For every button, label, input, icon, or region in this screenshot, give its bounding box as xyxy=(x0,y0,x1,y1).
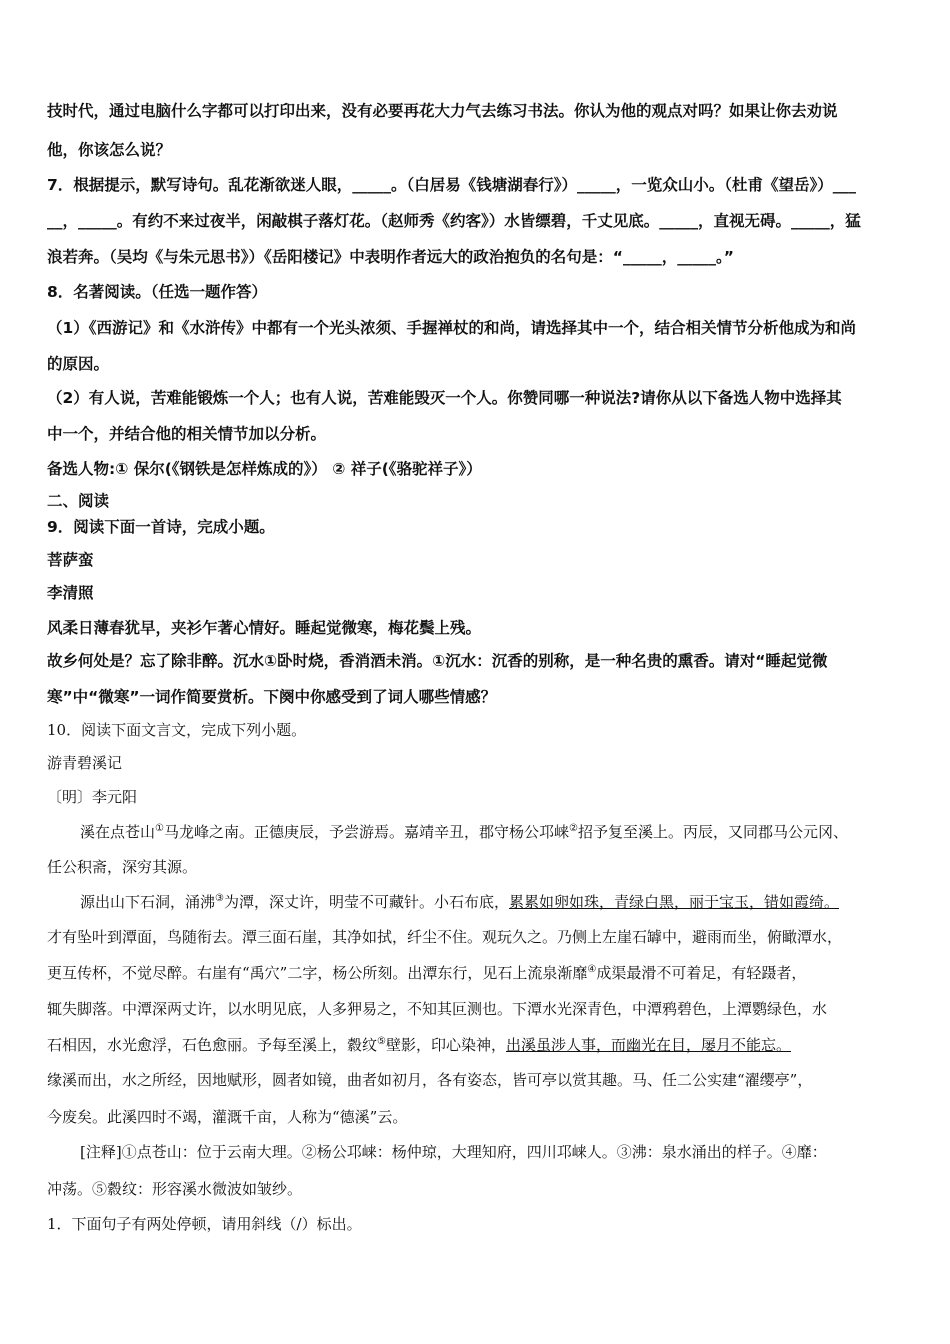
essay-paragraph-line: 今废矣。此溪四时不竭，灌溉千亩，人称为“德溪”云。 xyxy=(47,1108,408,1126)
section-heading: 二、阅读 xyxy=(47,492,110,510)
question-10: 10．阅读下面文言文，完成下列小题。 xyxy=(47,721,307,739)
annotation: 冲荡。⑤縠纹：形容溪水微波如皱纱。 xyxy=(47,1180,303,1198)
essay-paragraph-line: 才有坠叶到潭面，鸟随衔去。潭三面石崖，其净如拭，纤尘不住。观玩久之。乃侧上左崖石罅中，避雨而坐，俯瞰潭水， xyxy=(47,928,843,946)
essay-paragraph-line: 缘溪而出，水之所经，因地赋形，圆者如镜，曲者如初月，各有姿态，皆可亭以赏其趣。马、任二公实建“濯缨亭”， xyxy=(47,1071,813,1089)
essay-author: 〔明〕李元阳 xyxy=(47,788,138,806)
question-8: 8．名著阅读。（任选一题作答） xyxy=(47,283,268,301)
poem-line: 风柔日薄春犹早，夹衫乍著心情好。睡起觉微寒，梅花鬓上残。 xyxy=(47,619,482,637)
text-line: __，_____。有约不来过夜半，闲敲棋子落灯花。（赵师秀《约客》）水皆缥碧，千丈见底。_____，直视无碍。_____，猛 xyxy=(47,212,861,230)
essay-paragraph-line: 溪在点苍山①马龙峰之南。正德庚辰，予尝游焉。嘉靖辛丑，郡守杨公邛崃②招予复至溪上。丙辰，又同郡马公元冈、 xyxy=(80,823,848,841)
essay-paragraph-line: 任公积斋，深穷其源。 xyxy=(47,858,198,876)
text-line: 备选人物:① 保尔(《钢铁是怎样炼成的》） ② 祥子(《骆驼祥子》） xyxy=(47,460,482,478)
question-9: 9．阅读下面一首诗，完成小题。 xyxy=(47,518,275,536)
text-line: 浪若奔。（吴均《与朱元思书》）《岳阳楼记》中表明作者远大的政治抱负的名句是：“_____，_____。” xyxy=(47,248,734,266)
essay-paragraph-line: 源出山下石洞，涌沸③为潭，深丈许，明莹不可藏针。小石布底，累累如卵如珠，青绿白黑，丽于宝玉，错如霞绮。 xyxy=(80,893,840,911)
essay-paragraph-line: 更互传杯，不觉尽醉。右崖有“禹穴”二字，杨公所刻。出潭东行，见石上流泉渐靡④成渠最滑不可着足，有轻蹑者， xyxy=(47,964,807,982)
poem-title: 菩萨蛮 xyxy=(47,551,94,569)
essay-paragraph-line: 石相因，水光愈浮，石色愈丽。予每至溪上，縠纹⑤壁影，印心染神，出溪虽涉人事，而幽光在目，屡月不能忘。 xyxy=(47,1036,792,1054)
question-7: 7．根据提示，默写诗句。乱花渐欲迷人眼，_____。（白居易《钱塘湖春行》）_____，一览众山小。（杜甫《望岳》）___ xyxy=(47,176,857,194)
text-line: 寒”中“微寒”一词作简要赏析。下阕中你感受到了词人哪些情感？ xyxy=(47,688,497,706)
text-line: 的原因。 xyxy=(47,355,110,373)
text-line: 他，你该怎么说？ xyxy=(47,141,172,159)
essay-paragraph-line: 辄失脚落。中潭深两丈许，以水明见底，人多狎易之，不知其叵测也。下潭水光深青色，中潭鸦碧色，上潭鹦绿色，水 xyxy=(47,1000,828,1018)
text-line: （2）有人说，苦难能锻炼一个人；也有人说，苦难能毁灭一个人。你赞同哪一种说法?请你从以下备选人物中选择其 xyxy=(47,389,842,407)
sub-question-1: 1．下面句子有两处停顿，请用斜线（/）标出。 xyxy=(47,1215,362,1233)
text-line: 故乡何处是？忘了除非醉。沉水①卧时烧，香消酒未消。①沉水：沉香的别称，是一种名贵的熏香。请对“睡起觉微 xyxy=(47,652,828,670)
poem-author: 李清照 xyxy=(47,584,94,602)
text-line: （1）《西游记》和《水浒传》中都有一个光头浓须、手握禅杖的和尚，请选择其中一个，结合相关情节分析他成为和尚 xyxy=(47,319,857,337)
text-line: 中一个，并结合他的相关情节加以分析。 xyxy=(47,425,327,443)
essay-title: 游青碧溪记 xyxy=(47,754,123,772)
text-line: 技时代，通过电脑什么字都可以打印出来，没有必要再花大力气去练习书法。你认为他的观点对吗？如果让你去劝说 xyxy=(47,102,838,120)
annotation: [注释]①点苍山：位于云南大理。②杨公邛崃：杨仲琼，大理知府，四川邛崃人。③沸：泉水涌出的样子。④靡： xyxy=(80,1143,827,1161)
